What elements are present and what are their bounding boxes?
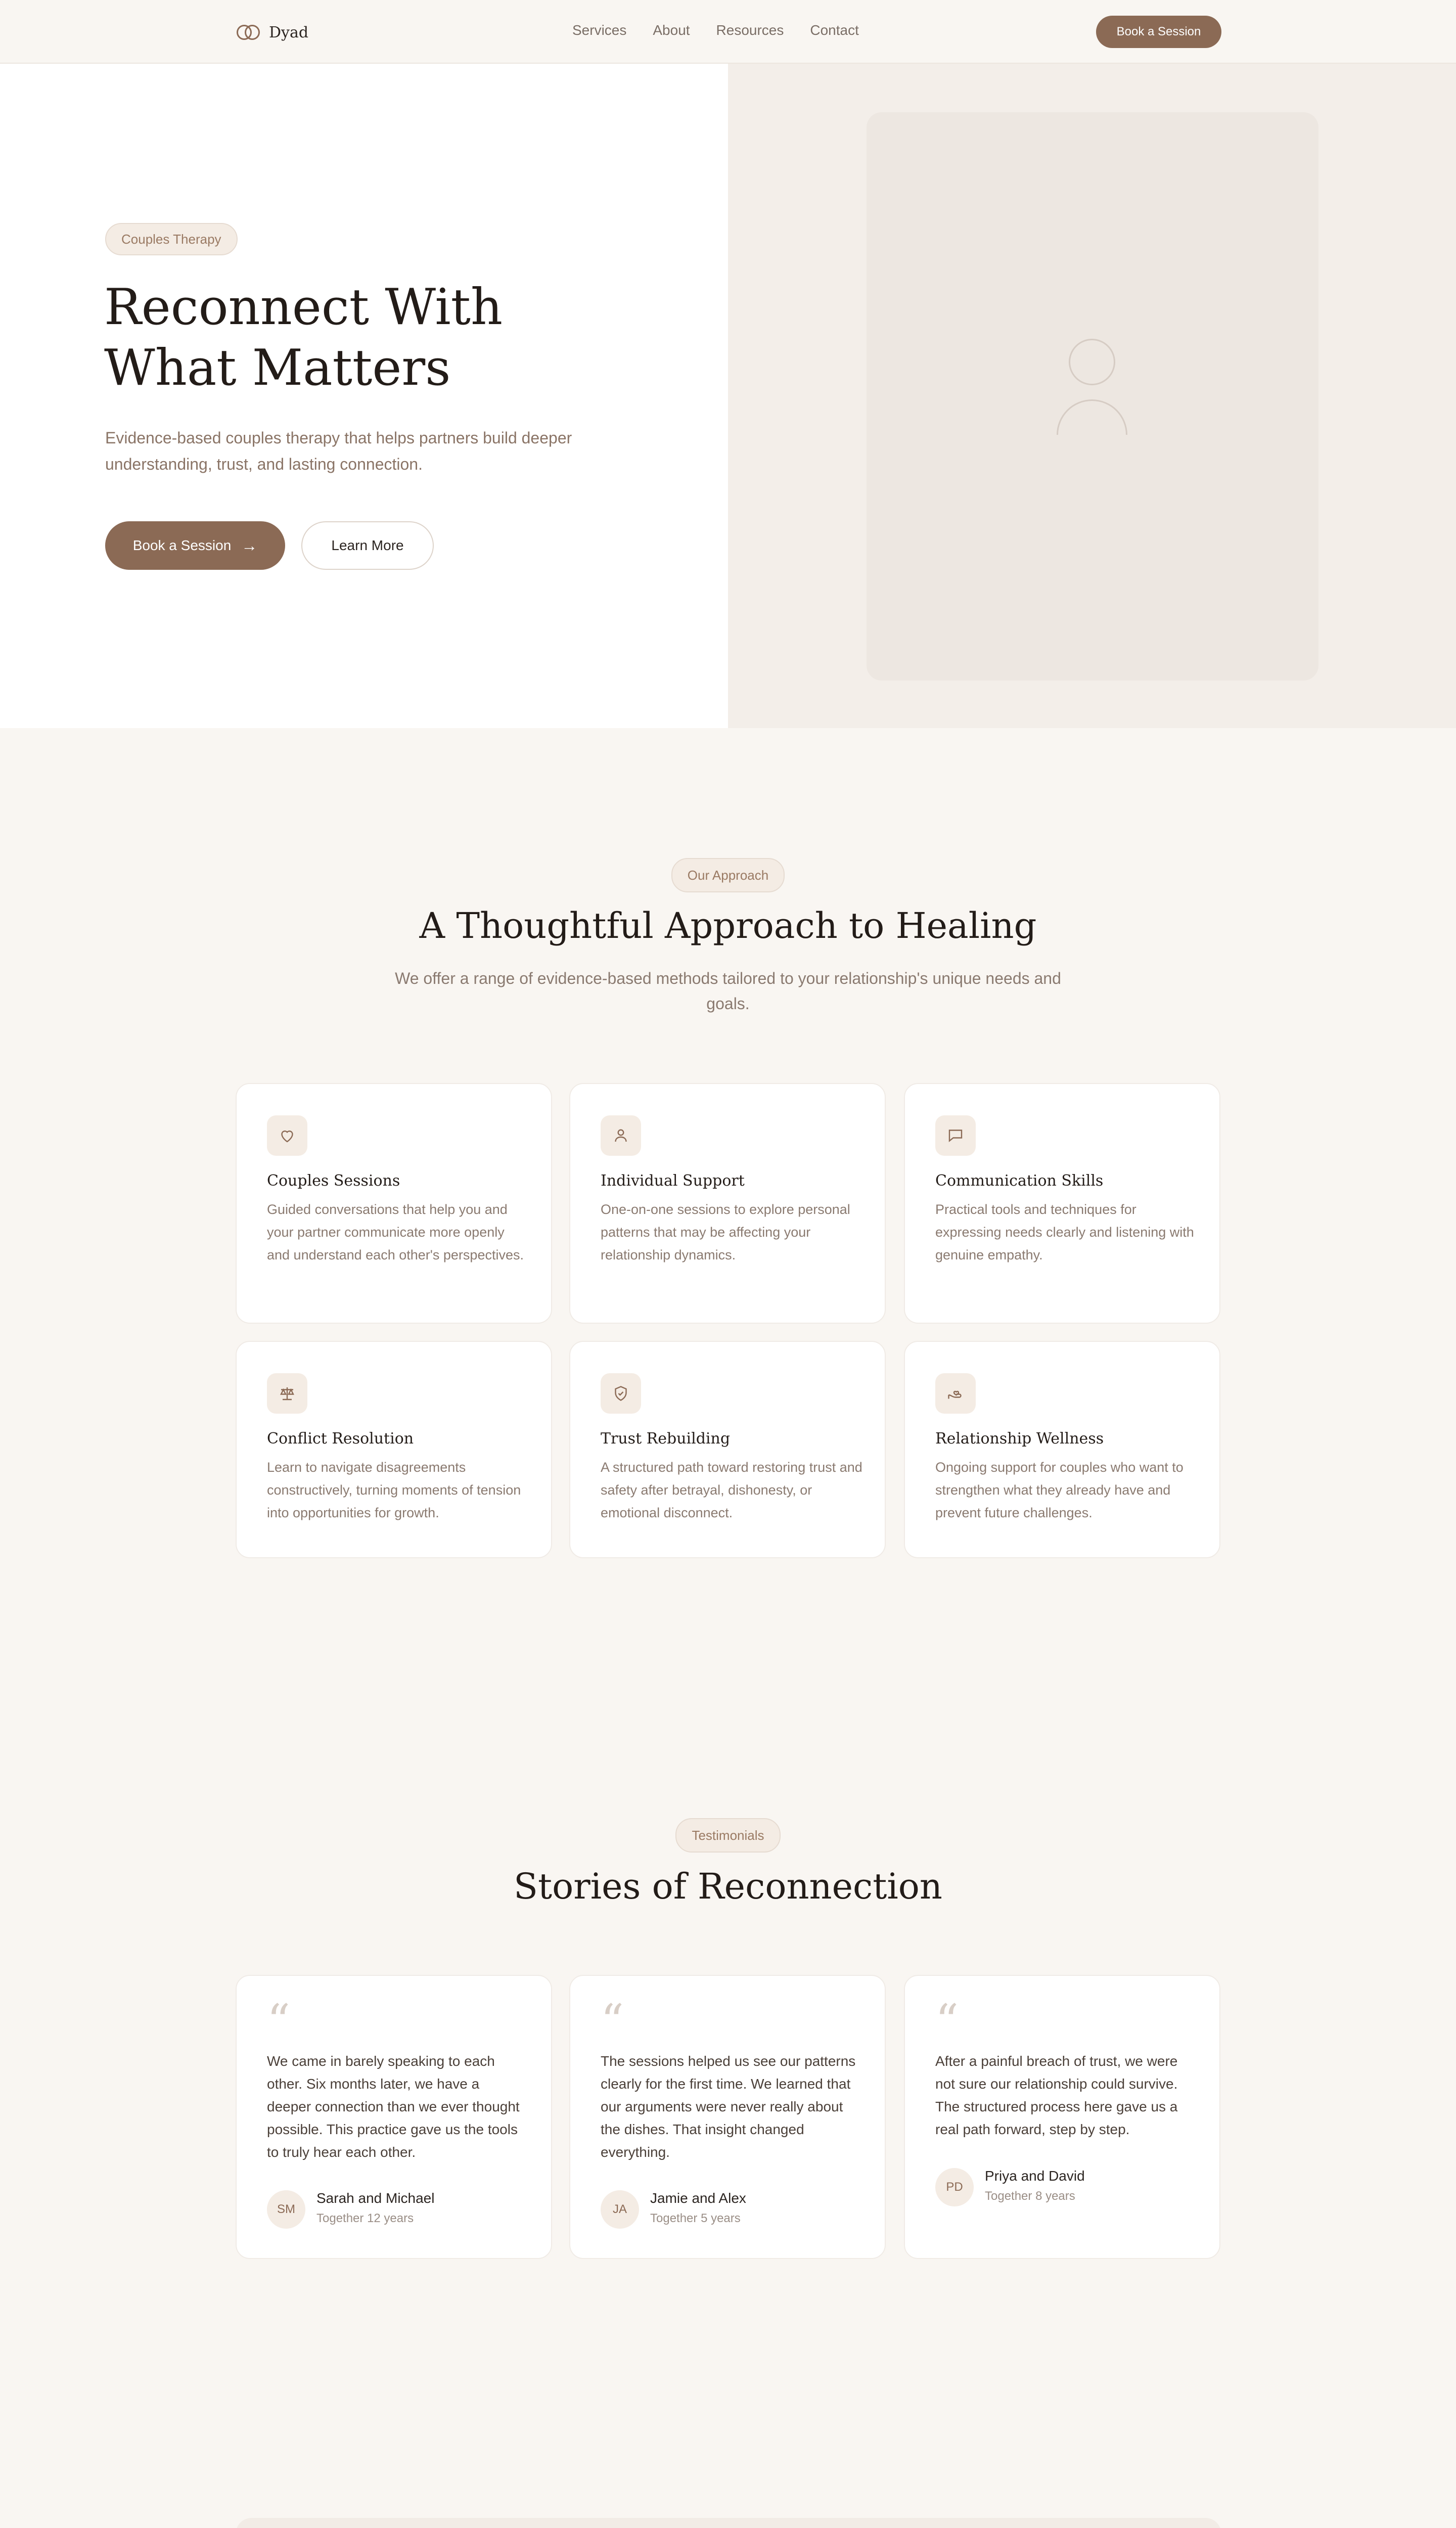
chat-icon (935, 1115, 976, 1156)
testimonial-card (904, 1975, 1220, 2259)
service-title: Couples Sessions (267, 1172, 400, 1190)
person-icon (601, 1115, 641, 1156)
service-card[interactable] (569, 1341, 886, 1558)
quote-icon: “ (267, 1995, 291, 2048)
quote-icon: “ (601, 1995, 624, 2048)
testimonial-text: After a painful breach of trust, we were not sure our relationship could survive. The structured process here gave us a real path forward, step by step. (935, 2053, 1178, 2137)
testimonial-detail: Together 12 years (316, 2211, 414, 2225)
scale-icon (267, 1373, 307, 1414)
quote-icon: “ (935, 1995, 959, 2048)
testimonials-title: Stories of Reconnection (514, 1866, 942, 1907)
service-description: One-on-one sessions to explore personal patterns that may be affecting your relationship dynamics. (601, 1202, 850, 1262)
hero-title-line-2: What Matters (104, 339, 451, 397)
service-description: Ongoing support for couples who want to strengthen what they already have and prevent future challenges. (935, 1460, 1184, 1520)
hero-book-session-button[interactable] (105, 521, 285, 570)
testimonial-detail: Together 8 years (985, 2189, 1075, 2203)
nav-link-resources[interactable]: Resources (716, 22, 784, 38)
testimonial-name: Sarah and Michael (316, 2190, 435, 2206)
hero-badge: Couples Therapy (105, 223, 238, 255)
service-description: Learn to navigate disagreements constructively, turning moments of tension into opportunities for growth. (267, 1460, 521, 1520)
hero-learn-more-button[interactable]: Learn More (301, 521, 434, 570)
hero-book-session-label: Book a Session (132, 537, 232, 553)
testimonial-text: We came in barely speaking to each other. Six months later, we have a deeper connection than we ever thought possible. This practice gave us the tools to truly hear each other. (267, 2053, 520, 2160)
approach-description: We offer a range of evidence-based methods tailored to your relationship's unique needs and goals. (395, 969, 1061, 1013)
nav-link-about[interactable]: About (653, 22, 690, 38)
service-description: A structured path toward restoring trust and safety after betrayal, dishonesty, or emotional disconnect. (601, 1460, 862, 1520)
hero-description: Evidence-based couples therapy that helps partners build deeper understanding, trust, and lasting connection. (105, 429, 572, 473)
testimonials-badge: Testimonials (675, 1818, 780, 1853)
service-description: Practical tools and techniques for expressing needs clearly and listening with genuine empathy. (935, 1202, 1194, 1262)
avatar: PD (935, 2168, 974, 2206)
service-card[interactable] (236, 1341, 552, 1558)
approach-title-row (0, 905, 1456, 946)
arrow-right-icon: → (241, 536, 258, 555)
testimonial-card (569, 1975, 886, 2259)
hero-title-line-1: Reconnect With (104, 279, 503, 336)
service-card[interactable] (569, 1083, 886, 1324)
nav-link-services[interactable]: Services (572, 22, 627, 38)
service-card[interactable] (236, 1083, 552, 1324)
service-title: Trust Rebuilding (601, 1430, 731, 1448)
logo[interactable] (237, 20, 308, 44)
service-title: Individual Support (601, 1172, 745, 1190)
nav-link-contact[interactable]: Contact (810, 22, 859, 38)
service-title: Relationship Wellness (935, 1430, 1104, 1448)
service-card[interactable] (904, 1083, 1220, 1324)
testimonial-name: Jamie and Alex (650, 2190, 746, 2206)
service-description: Guided conversations that help you and your partner communicate more openly and understand each other's perspectives. (267, 1202, 524, 1262)
logo-rings-icon (237, 25, 260, 40)
testimonial-name: Priya and David (985, 2168, 1085, 2184)
testimonials-badge-row (0, 1818, 1456, 1853)
service-title: Communication Skills (935, 1172, 1104, 1190)
testimonial-card (236, 1975, 552, 2259)
approach-badge-row (0, 858, 1456, 892)
testimonial-text: The sessions helped us see our patterns clearly for the first time. We learned that our arguments were never really about the dishes. That insight changed everything. (601, 2053, 856, 2160)
testimonial-detail: Together 5 years (650, 2211, 741, 2225)
service-card[interactable] (904, 1341, 1220, 1558)
shield-icon (601, 1373, 641, 1414)
heart-icon (267, 1115, 307, 1156)
hero-title (104, 277, 610, 398)
testimonials-title-row (0, 1866, 1456, 1907)
person-placeholder-icon (1069, 339, 1115, 385)
approach-desc-row (0, 966, 1456, 1016)
avatar: SM (267, 2190, 305, 2229)
nav-links (572, 22, 859, 38)
nav-book-session-button[interactable]: Book a Session (1096, 16, 1221, 48)
approach-badge: Our Approach (671, 858, 785, 892)
hand-heart-icon (935, 1373, 976, 1414)
brand-name: Dyad (269, 23, 309, 41)
service-title: Conflict Resolution (267, 1430, 414, 1448)
avatar: JA (601, 2190, 639, 2229)
approach-title: A Thoughtful Approach to Healing (419, 905, 1037, 946)
hero-image-placeholder (867, 112, 1318, 681)
cta-section (236, 2518, 1221, 2528)
